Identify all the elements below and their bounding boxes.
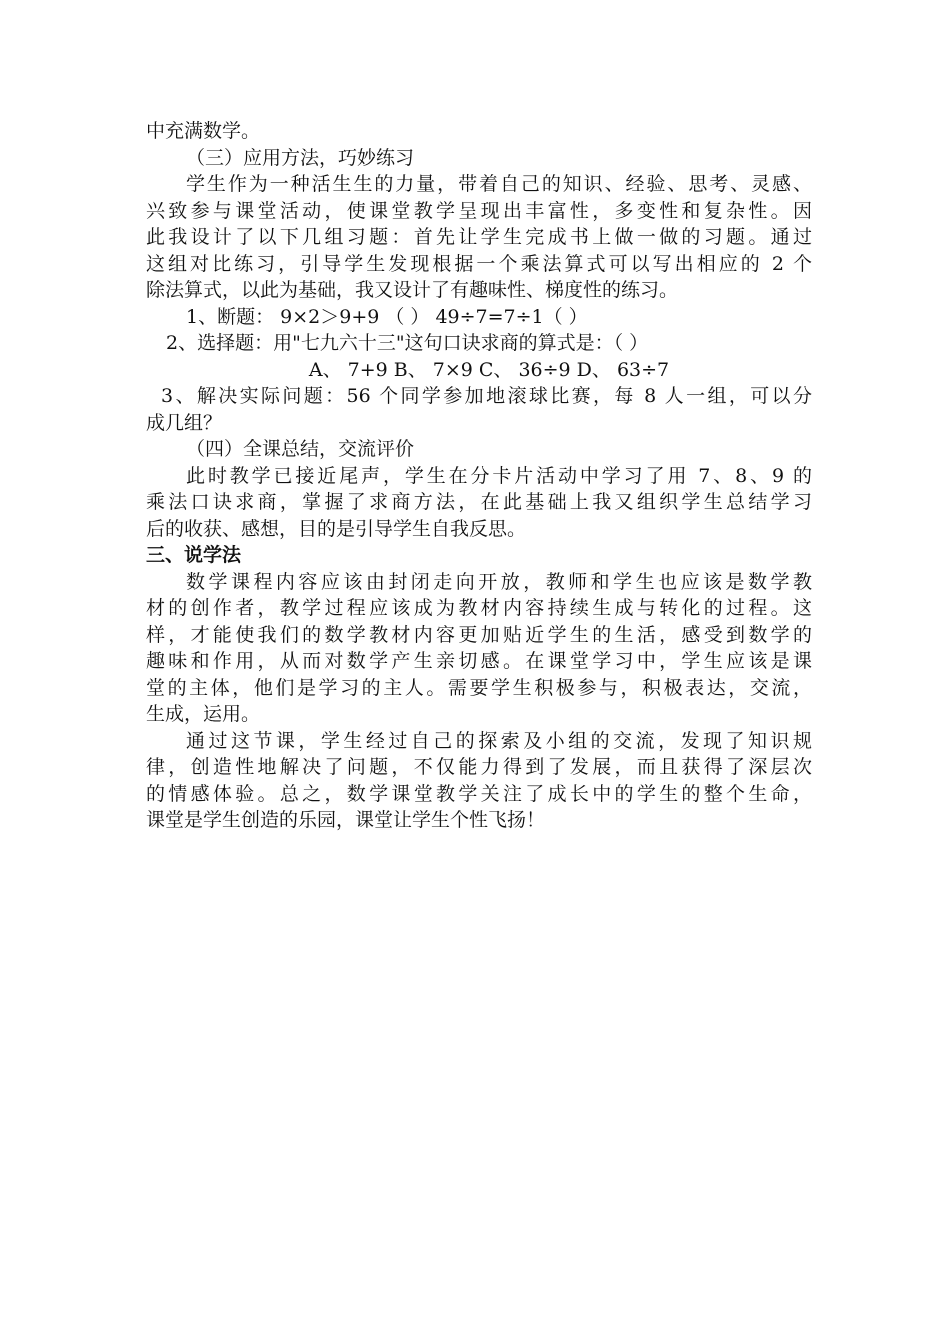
exercise-3-cont: 成几组？: [146, 411, 223, 434]
paragraph-line: 学生作为一种活生生的力量，带着自己的知识、经验、思考、灵感、: [186, 173, 812, 195]
paragraph-line: 律，创造性地解决了问题，不仅能力得到了发展，而且获得了深层次: [146, 756, 812, 778]
exercise-2-options: A、 7+9 B、 7×9 C、 36÷9 D、 63÷7: [308, 358, 670, 381]
exercise-3: 3、解决实际问题：56 个同学参加地滚球比赛，每 8 人一组，可以分: [161, 385, 812, 407]
exercise-1: 1、断题： 9×2＞9+9 （ ） 49÷7=7÷1（ ）: [186, 305, 588, 328]
chapter-heading: 三、说学法: [146, 544, 242, 566]
paragraph-line: 趣味和作用，从而对数学产生亲切感。在课堂学习中，学生应该是课: [146, 650, 812, 672]
exercise-2: 2、选择题：用"七九六十三"这句口诀求商的算式是：（ ）: [166, 332, 649, 354]
section-heading: （三）应用方法，巧妙练习: [186, 146, 415, 169]
paragraph-line: 堂的主体，他们是学习的主人。需要学生积极参与，积极表达，交流，: [146, 676, 812, 699]
paragraph-line: 此我设计了以下几组习题：首先让学生完成书上做一做的习题。通过: [146, 226, 812, 248]
paragraph-line: 中充满数学。: [146, 120, 261, 142]
paragraph-line: 样，才能使我们的数学教材内容更加贴近学生的生活，感受到数学的: [146, 623, 812, 646]
paragraph-line: 课堂是学生创造的乐园，课堂让学生个性飞扬！: [146, 809, 546, 831]
paragraph-line: 数学课程内容应该由封闭走向开放，教师和学生也应该是数学教: [186, 570, 812, 593]
paragraph-line: 的情感体验。总之，数学课堂教学关注了成长中的学生的整个生命，: [146, 782, 812, 805]
paragraph-line: 通过这节课，学生经过自己的探索及小组的交流，发现了知识规: [186, 729, 812, 752]
paragraph-line: 后的收获、感想，目的是引导学生自我反思。: [146, 517, 527, 540]
paragraph-line: 生成，运用。: [146, 703, 261, 725]
section-heading: （四）全课总结，交流评价: [186, 438, 415, 460]
paragraph-line: 兴致参与课堂活动，使课堂教学呈现出丰富性，多变性和复杂性。因: [146, 199, 812, 222]
paragraph-line: 除法算式，以此为基础，我又设计了有趣味性、梯度性的练习。: [146, 279, 679, 301]
paragraph-line: 这组对比练习，引导学生发现根据一个乘法算式可以写出相应的 2 个: [146, 252, 812, 275]
paragraph-line: 此时教学已接近尾声，学生在分卡片活动中学习了用 7、8、9 的: [186, 464, 812, 487]
paragraph-line: 乘法口诀求商，掌握了求商方法，在此基础上我又组织学生总结学习: [146, 491, 812, 513]
paragraph-line: 材的创作者，教学过程应该成为教材内容持续生成与转化的过程。这: [146, 597, 812, 619]
document-page: [146, 118, 812, 834]
